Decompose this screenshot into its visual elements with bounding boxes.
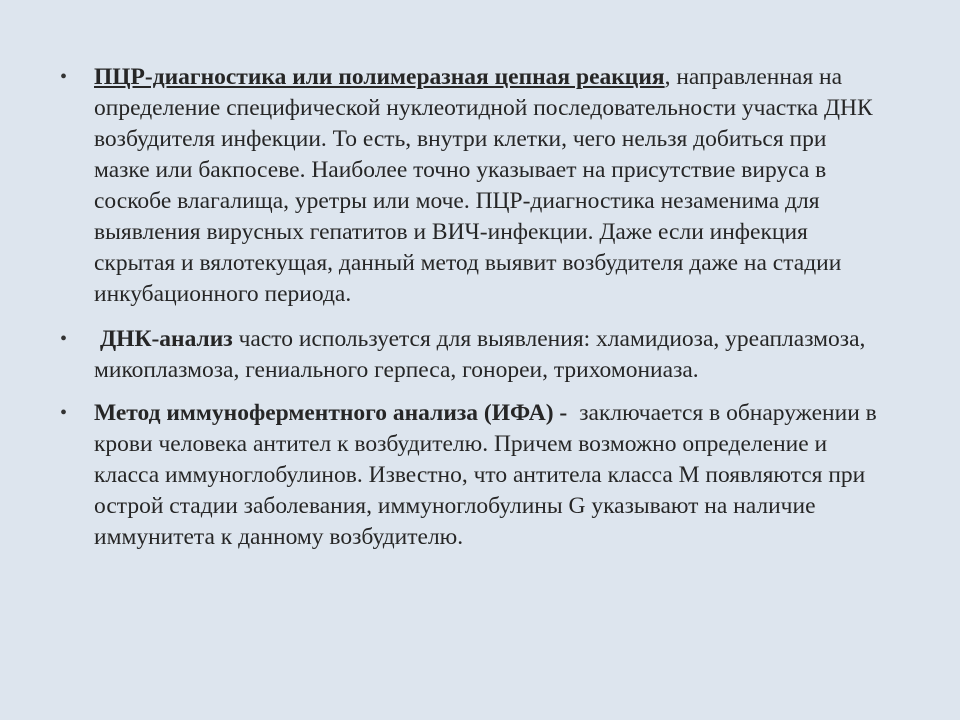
bullet-icon: • [60,402,68,424]
ifa-description: заключается в обнаружении в крови человека антител к возбудителю. Причем возможно определение и класса иммуноглобулинов. Известно, что антитела класса М появляются при острой стадии заболевания, иммуноглобулины G указывают на наличие иммунитета к данному возбудителю. [94,400,877,550]
dna-analysis-term: ДНК-анализ [100,326,233,352]
bullet-icon: • [60,66,68,88]
pcr-term: ПЦР-диагностика или полимеразная цепная реакция [94,64,665,90]
bullet-item-dna-analysis [60,324,880,386]
ifa-term: Метод иммуноферментного анализа (ИФА) [94,400,554,426]
bullet-item-ifa [60,398,880,553]
ifa-dash: - [553,400,568,426]
bullet-list [60,62,880,553]
bullet-item-pcr [60,62,880,310]
bullet-icon: • [60,328,68,350]
pcr-description: , направленная на определение специфической нуклеотидной последовательности участка ДНК возбудителя инфекции. То есть, внутри клетки, чего нельзя добиться при мазке или бакпосеве. Наиболее точно указывает на присутствие вируса в соскобе влагалища, уретры или моче. ПЦР-диагностика незаменима для выявления вирусных гепатитов и ВИЧ-инфекции. Даже если инфекция скрытая и вялотекущая, данный метод выявит возбудителя даже на стадии инкубационного периода. [94,64,873,307]
dna-analysis-description: часто используется для выявления: хламидиоза, уреаплазмоза, микоплазмоза, гениального герпеса, гонореи, трихомониаза. [94,326,866,383]
